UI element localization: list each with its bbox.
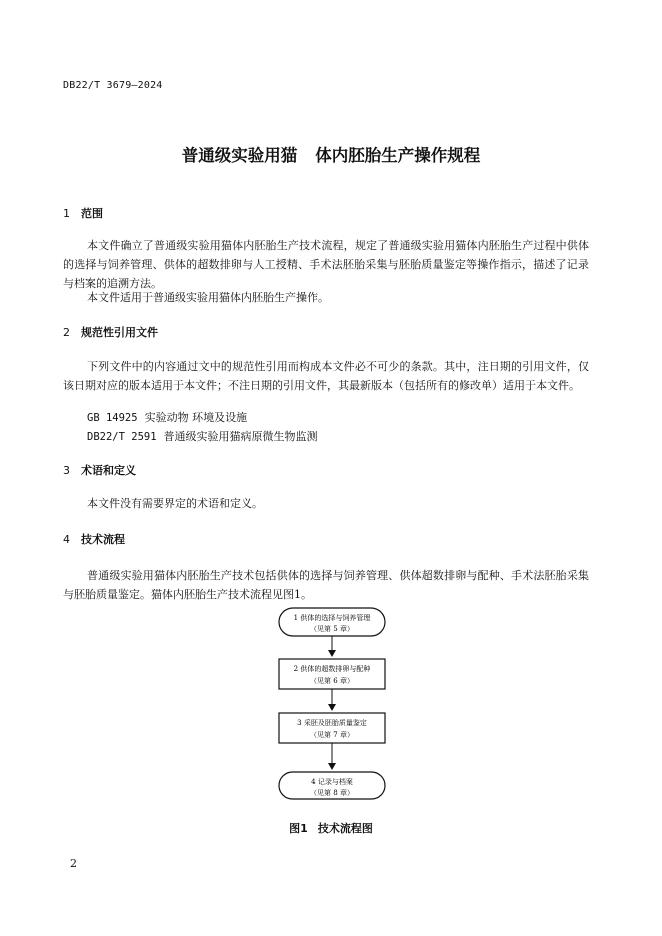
reference-title: 普通级实验用猫病原微生物监测 [163,430,318,443]
reference-title: 实验动物 环境及设施 [144,411,248,424]
flow-step-4-line2: （见第 8 章） [310,789,354,797]
section-number: 1 [63,207,70,220]
page-number: 2 [70,857,77,870]
title-part-2: 体内胚胎生产操作规程 [315,146,481,165]
standard-code: DB22/T 3679—2024 [63,80,163,91]
figure-title: 技术流程图 [317,822,373,835]
flow-step-2-line1: 2 供体的超数排卵与配种 [293,665,371,673]
flow-step-3-line2: （见第 7 章） [310,731,354,739]
flow-step-1-line1: 1 供体的选择与饲养管理 [293,614,371,622]
flow-step-3-line1: 3 采胚及胚胎质量鉴定 [297,719,367,727]
section-number: 4 [63,533,70,546]
flow-step-1-line2: （见第 5 章） [310,625,354,633]
section-4-paragraph-1: 普通级实验用猫体内胚胎生产技术包括供体的选择与饲养管理、供体超数排卵与配种、手术法胚胎采集与胚胎质量鉴定。猫体内胚胎生产技术流程见图1。 [63,569,589,601]
reference-code: GB 14925 [87,412,138,424]
figure-caption [0,820,662,836]
section-number: 3 [63,464,70,477]
section-title: 规范性引用文件 [81,326,158,339]
figure-label: 图1 [289,822,308,835]
flow-step-2-line2: （见第 6 章） [310,677,354,685]
reference-code: DB22/T 2591 [87,431,157,443]
section-2-paragraph-1: 下列文件中的内容通过文中的规范性引用而构成本文件必不可少的条款。其中，注日期的引用文件，仅该日期对应的版本适用于本文件；不注日期的引用文件，其最新版本（包括所有的修改单）适用于本文件。 [63,360,589,392]
title-part-1: 普通级实验用猫 [181,146,298,165]
section-title: 范围 [81,207,103,220]
section-1-paragraph-2: 本文件适用于普通级实验用猫体内胚胎生产操作。 [87,291,329,304]
section-number: 2 [63,326,70,339]
section-title: 技术流程 [81,533,125,546]
section-1-paragraph-1: 本文件确立了普通级实验用猫体内胚胎生产技术流程，规定了普通级实验用猫体内胚胎生产过程中供体的选择与饲养管理、供体的超数排卵与人工授精、手术法胚胎采集与胚胎质量鉴定等操作指示，描述了记录与档案的追溯方法。 [63,239,589,290]
section-title: 术语和定义 [81,464,136,477]
flow-step-4-line1: 4 记录与档案 [311,778,353,786]
section-3-paragraph-1: 本文件没有需要界定的术语和定义。 [87,497,263,510]
